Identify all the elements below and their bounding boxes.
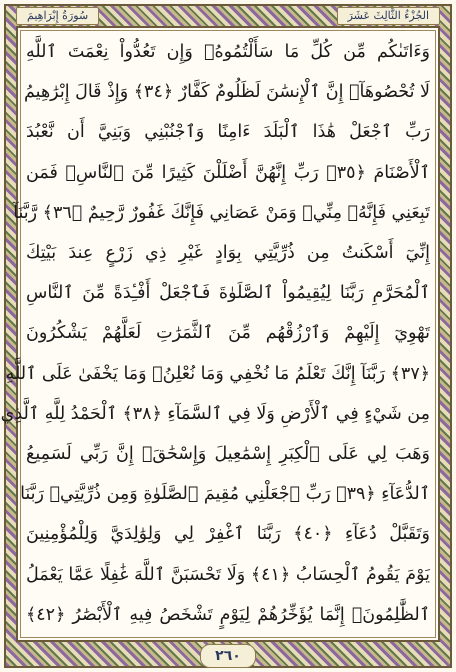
text-line-7: ٱلْمُحَرَّمِ رَبَّنَا لِيُقِيمُواْ ٱلصَّلَوٰةَ فَٱجْعَلْ أَفْـِٔدَةً مِّنَ ٱلنَّاسِ bbox=[26, 283, 430, 304]
verse-text-area bbox=[0, 36, 430, 632]
text-line-2: لَا تُحْصُوهَآۗ إِنَّ ٱلْإِنسَٰنَ لَظَلُومٌ كَفَّارٌ ﴿٣٤﴾ وَإِذْ قَالَ إِبْرَٰهِيمُ bbox=[24, 82, 430, 103]
text-line-3: رَبِّ ٱجْعَلْ هَٰذَا ٱلْبَلَدَ ءَامِنًا وَٱجْنُبْنِي وَبَنِيَّ أَن نَّعْبُدَ bbox=[26, 122, 430, 143]
text-line-6: إِنِّيٓ أَسْكَنتُ مِن ذُرِّيَّتِي بِوَادٍ غَيْرِ ذِي زَرْعٍ عِندَ بَيْتِكَ bbox=[26, 243, 430, 264]
page-number: ٢٦٠ bbox=[200, 644, 256, 668]
juz-label: الجُزْءُ الثَّالِثَ عَشَرَ bbox=[337, 7, 440, 25]
text-line-11: وَهَبَ لِي عَلَى ٱلْكِبَرِ إِسْمَٰعِيلَ وَإِسْحَٰقَۚ إِنَّ رَبِّي لَسَمِيعُ bbox=[26, 444, 430, 465]
surah-name-label: سُورَةُ إِبْرَاهِيمَ bbox=[16, 7, 99, 25]
text-line-5: تَبِعَنِي فَإِنَّهُۥ مِنِّيۖ وَمَنْ عَصَانِي فَإِنَّكَ غَفُورٌ رَّحِيمٌ ﴿٣٦﴾ رَّبَّنَآ bbox=[13, 202, 430, 223]
text-line-13: وَتَقَبَّلْ دُعَآءِ ﴿٤٠﴾ رَبَّنَا ٱغْفِرْ لِي وَلِوَٰلِدَيَّ وَلِلْمُؤْمِنِينَ bbox=[26, 524, 430, 545]
text-line-15: ٱلظَّٰلِمُونَۚ إِنَّمَا يُؤَخِّرُهُمْ لِيَوْمٍ تَشْخَصُ فِيهِ ٱلْأَبْصَٰرُ ﴿٤٢﴾ bbox=[26, 604, 430, 625]
text-line-9: ﴿٣٧﴾ رَبَّنَآ إِنَّكَ تَعْلَمُ مَا نُخْفِي وَمَا نُعْلِنُۗ وَمَا يَخْفَىٰ عَلَى ٱللَّهِ bbox=[5, 363, 430, 384]
text-line-1: وَءَاتَىٰكُم مِّن كُلِّ مَا سَأَلْتُمُوهُۚ وَإِن تَعُدُّواْ نِعْمَتَ ٱللَّهِ bbox=[26, 42, 430, 62]
text-line-8: تَهْوِيٓ إِلَيْهِمْ وَٱرْزُقْهُم مِّنَ ٱلثَّمَرَٰتِ لَعَلَّهُمْ يَشْكُرُونَ bbox=[26, 323, 430, 344]
page-header bbox=[16, 6, 440, 26]
text-line-12: ٱلدُّعَآءِ ﴿٣٩﴾ رَبِّ ٱجْعَلْنِي مُقِيمَ ٱلصَّلَوٰةِ وَمِن ذُرِّيَّتِيۚ رَبَّنَا bbox=[20, 484, 430, 505]
text-line-4: ٱلْأَصْنَامَ ﴿٣٥﴾ رَبِّ إِنَّهُنَّ أَضْلَلْنَ كَثِيرًا مِّنَ ٱلنَّاسِۖ فَمَن bbox=[26, 162, 430, 183]
text-line-10: مِن شَيْءٍ فِي ٱلْأَرْضِ وَلَا فِي ٱلسَّمَآءِ ﴿٣٨﴾ ٱلْحَمْدُ لِلَّهِ ٱلَّذِي bbox=[0, 403, 430, 424]
text-line-14: يَوْمَ يَقُومُ ٱلْحِسَابُ ﴿٤١﴾ وَلَا تَحْسَبَنَّ ٱللَّهَ غَٰفِلًا عَمَّا يَعْمَلُ bbox=[26, 564, 430, 585]
